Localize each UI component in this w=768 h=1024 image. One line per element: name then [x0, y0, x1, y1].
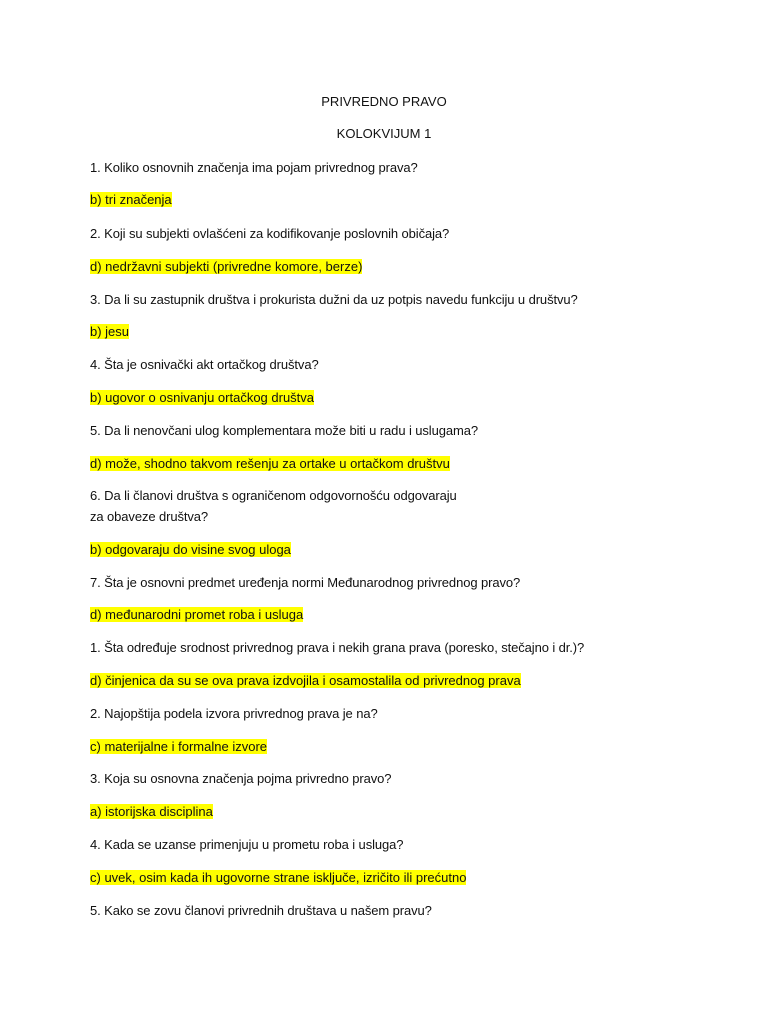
question-5: 5. Da li nenovčani ulog komplementara može biti u radu i uslugama? — [90, 423, 478, 438]
answer-1-highlight: b) tri značenja — [90, 192, 172, 207]
answer-7-highlight: d) međunarodni promet roba i usluga — [90, 607, 304, 622]
answer-11 — [90, 870, 466, 886]
answer-8 — [90, 673, 521, 689]
answer-10-highlight: a) istorijska disciplina — [90, 804, 213, 819]
answer-2-highlight: d) nedržavni subjekti (privredne komore, berze) — [90, 259, 363, 274]
answer-11-highlight: c) uvek, osim kada ih ugovorne strane isključe, izričito ili prećutno — [90, 870, 467, 885]
answer-3 — [90, 324, 129, 340]
question-3: 3. Da li su zastupnik društva i prokurista dužni da uz potpis navedu funkciju u društvu? — [90, 292, 578, 307]
question-1: 1. Koliko osnovnih značenja ima pojam privrednog prava? — [90, 160, 418, 175]
answer-5 — [90, 456, 450, 472]
document-title: PRIVREDNO PRAVO — [321, 94, 447, 109]
answer-7 — [90, 607, 303, 623]
question-7: 7. Šta je osnovni predmet uređenja normi Međunarodnog privrednog pravo? — [90, 575, 521, 590]
answer-4-highlight: b) ugovor o osnivanju ortačkog društva — [90, 390, 315, 405]
question-2: 2. Koji su subjekti ovlašćeni za kodifikovanje poslovnih običaja? — [90, 226, 450, 241]
question-10: 3. Koja su osnovna značenja pojma privredno pravo? — [90, 771, 392, 786]
question-6-line-1: 6. Da li članovi društva s ograničenom odgovornošću odgovaraju — [90, 488, 457, 503]
question-9: 2. Najopštija podela izvora privrednog prava je na? — [90, 706, 378, 721]
question-4: 4. Šta je osnivački akt ortačkog društva? — [90, 357, 319, 372]
answer-9 — [90, 739, 267, 755]
answer-6 — [90, 542, 291, 558]
answer-8-highlight: d) činjenica da su se ova prava izdvojila i osamostalila od privrednog prava — [90, 673, 521, 688]
question-8: 1. Šta određuje srodnost privrednog prava i nekih grana prava (poresko, stečajno i dr.)? — [90, 640, 585, 655]
answer-5-highlight: d) može, shodno takvom rešenju za ortake u ortačkom društvu — [90, 456, 450, 471]
question-6-line-2: za obaveze društva? — [90, 509, 209, 524]
document-subtitle: KOLOKVIJUM 1 — [336, 126, 432, 141]
answer-2 — [90, 259, 362, 275]
answer-9-highlight: c) materijalne i formalne izvore — [90, 739, 268, 754]
answer-10 — [90, 804, 213, 820]
question-12: 5. Kako se zovu članovi privrednih društava u našem pravu? — [90, 903, 432, 918]
answer-3-highlight: b) jesu — [90, 324, 130, 339]
answer-6-highlight: b) odgovaraju do visine svog uloga — [90, 542, 291, 557]
answer-1 — [90, 192, 172, 208]
question-11: 4. Kada se uzanse primenjuju u prometu roba i usluga? — [90, 837, 404, 852]
answer-4 — [90, 390, 314, 406]
